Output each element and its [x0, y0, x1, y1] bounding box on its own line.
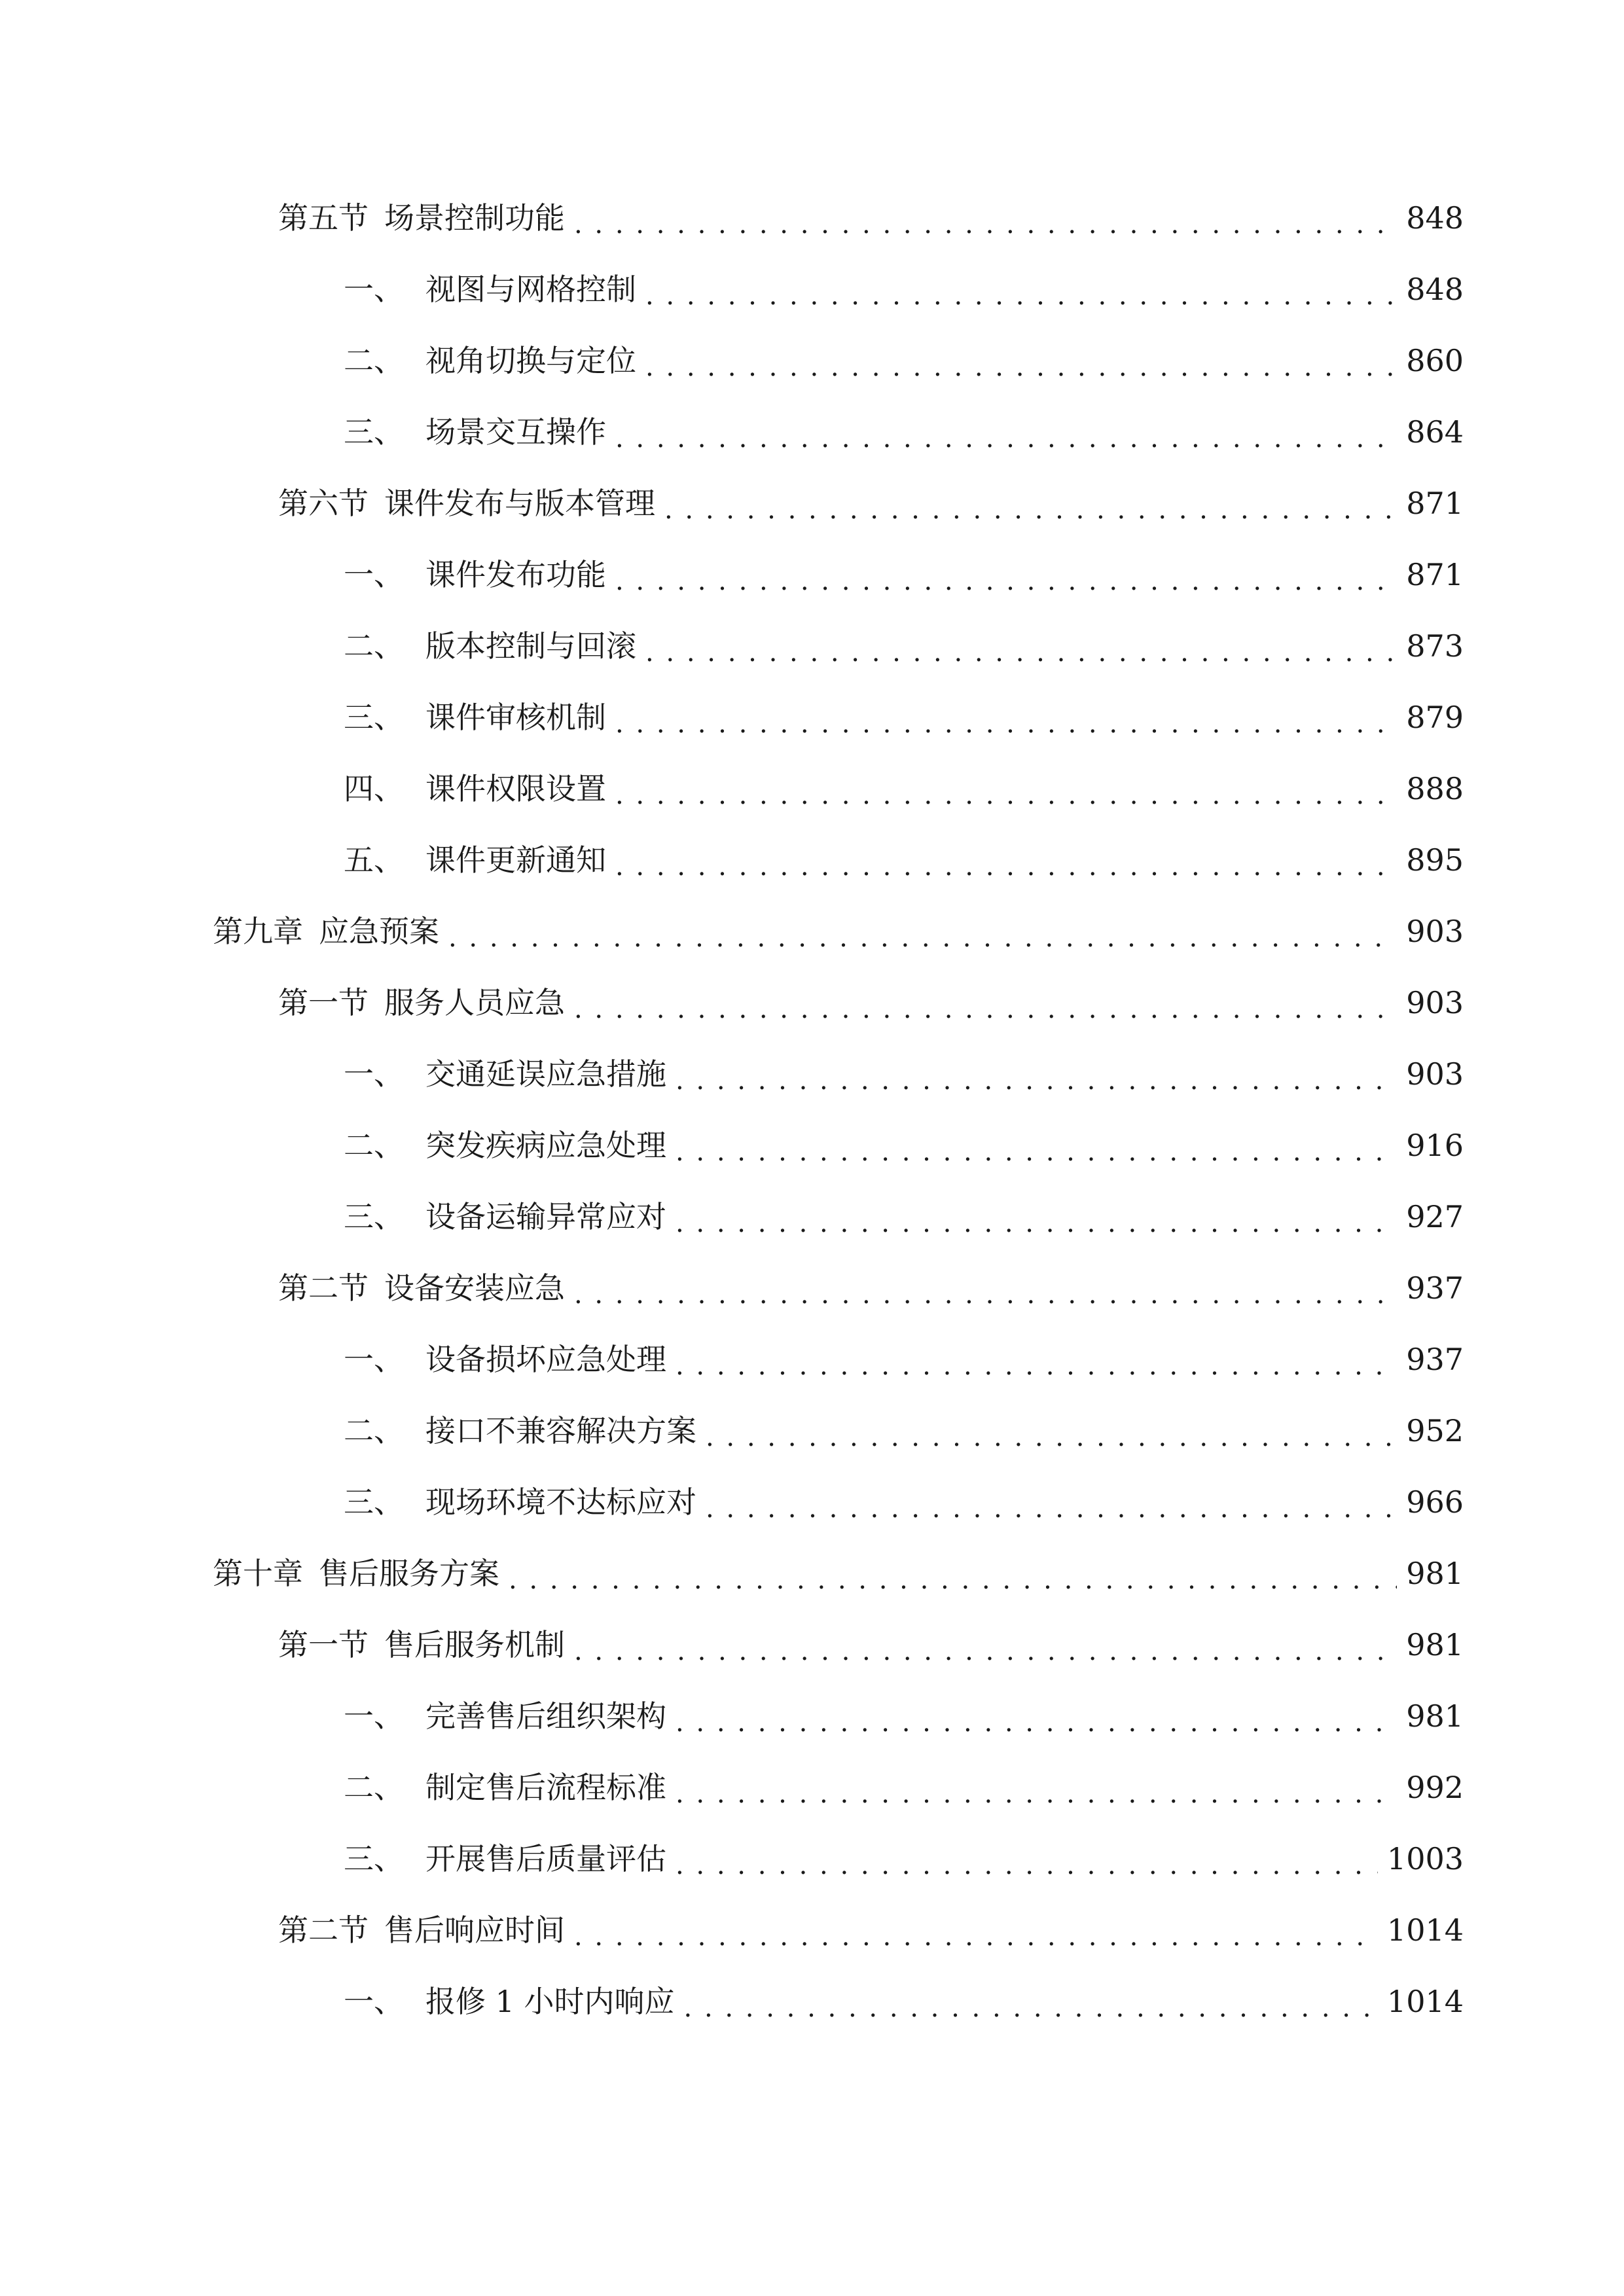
toc-dot-leader: [676, 1208, 1397, 1238]
toc-dot-leader: [676, 1066, 1397, 1096]
toc-entry-title: 版本控制与回滚: [425, 628, 636, 664]
toc-entry-page: 903: [1406, 1056, 1464, 1092]
toc-entry[interactable]: [344, 406, 1464, 458]
toc-entry-title: 报修 1 小时内响应: [425, 1984, 675, 2019]
toc-entry[interactable]: [344, 834, 1464, 886]
toc-entry[interactable]: [344, 691, 1464, 744]
toc-entry-title: 场景控制功能: [384, 200, 565, 236]
toc-entry-page: 860: [1406, 343, 1464, 378]
toc-entry-page: 848: [1406, 272, 1464, 307]
toc-entry-title: 场景交互操作: [425, 414, 606, 450]
toc-dot-leader: [574, 1280, 1397, 1310]
toc-entry-number: 一、: [344, 1056, 404, 1092]
toc-entry-page: 981: [1406, 1556, 1464, 1591]
toc-entry-title: 突发疾病应急处理: [425, 1128, 666, 1163]
toc-entry-number: 二、: [344, 1770, 404, 1805]
toc-dot-leader: [574, 1636, 1397, 1666]
toc-entry-number: 第五节: [278, 200, 369, 236]
toc-entry[interactable]: [344, 1476, 1464, 1528]
toc-entry-title: 售后服务机制: [384, 1627, 565, 1662]
toc-dot-leader: [509, 1565, 1397, 1595]
toc-entry-title: 应急预案: [319, 914, 439, 949]
toc-dot-leader: [615, 780, 1397, 810]
toc-entry-title: 视图与网格控制: [425, 272, 636, 307]
toc-entry[interactable]: [344, 1119, 1464, 1172]
toc-entry-title: 课件发布与版本管理: [384, 486, 655, 521]
toc-entry[interactable]: [344, 1191, 1464, 1243]
toc-entry[interactable]: [344, 334, 1464, 387]
toc-entry[interactable]: [344, 1761, 1464, 1814]
toc-entry-page: 1014: [1386, 1912, 1464, 1948]
toc-entry-page: 1003: [1386, 1841, 1464, 1876]
toc-entry-title: 课件发布功能: [425, 557, 606, 592]
toc-entry-number: 三、: [344, 1199, 404, 1234]
toc-dot-leader: [706, 1494, 1397, 1524]
toc-dot-leader: [615, 709, 1397, 739]
toc-dot-leader: [574, 1922, 1378, 1952]
toc-entry[interactable]: [344, 548, 1464, 601]
toc-entry[interactable]: [278, 1619, 1464, 1671]
toc-entry-number: 三、: [344, 414, 404, 450]
toc-entry-page: 888: [1406, 771, 1464, 806]
toc-dot-leader: [676, 1708, 1397, 1738]
toc-entry[interactable]: [344, 1833, 1464, 1885]
toc-entry-number: 二、: [344, 628, 404, 664]
toc-entry-number: 二、: [344, 1413, 404, 1448]
toc-dot-leader: [706, 1422, 1397, 1452]
toc-entry-title: 制定售后流程标准: [425, 1770, 666, 1805]
toc-entry-page: 937: [1406, 1342, 1464, 1377]
toc-entry-title: 售后响应时间: [384, 1912, 565, 1948]
toc-dot-leader: [615, 423, 1397, 454]
toc-entry-title: 售后服务方案: [319, 1556, 499, 1591]
toc-entry-page: 937: [1406, 1270, 1464, 1306]
toc-entry[interactable]: [278, 477, 1464, 529]
toc-entry-number: 第十章: [213, 1556, 303, 1591]
toc-entry-number: 一、: [344, 1698, 404, 1734]
toc-entry[interactable]: [344, 620, 1464, 672]
toc-entry-number: 四、: [344, 771, 404, 806]
toc-entry-title: 课件更新通知: [425, 842, 606, 878]
toc-dot-leader: [676, 1779, 1397, 1809]
toc-entry-page: 895: [1406, 842, 1464, 878]
toc-entry[interactable]: [344, 1333, 1464, 1386]
toc-entry[interactable]: [213, 1547, 1464, 1600]
toc-dot-leader: [645, 352, 1397, 382]
toc-entry-page: 966: [1406, 1484, 1464, 1520]
toc-dot-leader: [676, 1850, 1378, 1880]
toc-entry-title: 开展售后质量评估: [425, 1841, 666, 1876]
toc-entry[interactable]: [344, 263, 1464, 315]
toc-entry-page: 927: [1406, 1199, 1464, 1234]
toc-entry-page: 903: [1406, 985, 1464, 1020]
toc-entry-number: 第六节: [278, 486, 369, 521]
toc-dot-leader: [615, 852, 1397, 882]
toc-entry-title: 视角切换与定位: [425, 343, 636, 378]
toc-entry-number: 三、: [344, 1841, 404, 1876]
toc-entry-page: 1014: [1386, 1984, 1464, 2019]
toc-entry-title: 现场环境不达标应对: [425, 1484, 696, 1520]
toc-entry[interactable]: [278, 1262, 1464, 1314]
toc-entry-page: 879: [1406, 700, 1464, 735]
toc-dot-leader: [574, 994, 1397, 1024]
toc-entry-page: 848: [1406, 200, 1464, 236]
toc-entry-page: 981: [1406, 1698, 1464, 1734]
toc-entry-title: 接口不兼容解决方案: [425, 1413, 696, 1448]
toc-entry-number: 二、: [344, 1128, 404, 1163]
toc-entry[interactable]: [278, 192, 1464, 244]
toc-entry-page: 916: [1406, 1128, 1464, 1163]
toc-entry-page: 871: [1406, 557, 1464, 592]
toc-entry[interactable]: [344, 1048, 1464, 1100]
toc-entry-title: 课件权限设置: [425, 771, 606, 806]
toc-dot-leader: [684, 1993, 1378, 2023]
toc-entry-number: 第一节: [278, 985, 369, 1020]
toc-dot-leader: [676, 1351, 1397, 1381]
toc-entry[interactable]: [344, 762, 1464, 815]
toc-entry-page: 903: [1406, 914, 1464, 949]
toc-entry-title: 设备损坏应急处理: [425, 1342, 666, 1377]
toc-entry[interactable]: [278, 1904, 1464, 1956]
toc-entry-title: 服务人员应急: [384, 985, 565, 1020]
toc-entry-number: 第二节: [278, 1912, 369, 1948]
toc-entry-number: 第一节: [278, 1627, 369, 1662]
toc-dot-leader: [448, 923, 1397, 953]
toc-entry[interactable]: [213, 905, 1464, 958]
toc-entry-number: 第二节: [278, 1270, 369, 1306]
toc-entry-title: 课件审核机制: [425, 700, 606, 735]
toc-entry-page: 992: [1406, 1770, 1464, 1805]
toc-entry-title: 设备运输异常应对: [425, 1199, 666, 1234]
toc-dot-leader: [645, 281, 1397, 311]
toc-entry-number: 五、: [344, 842, 404, 878]
toc-dot-leader: [615, 566, 1397, 596]
toc-entry-title: 设备安装应急: [384, 1270, 565, 1306]
toc-entry-page: 871: [1406, 486, 1464, 521]
toc-dot-leader: [664, 495, 1397, 525]
toc-entry-page: 873: [1406, 628, 1464, 664]
toc-entry-number: 二、: [344, 343, 404, 378]
toc-entry-page: 981: [1406, 1627, 1464, 1662]
toc-entry[interactable]: [344, 1405, 1464, 1457]
toc-entry[interactable]: [278, 977, 1464, 1029]
toc-entry-title: 交通延误应急措施: [425, 1056, 666, 1092]
toc-entry-page: 864: [1406, 414, 1464, 450]
toc-dot-leader: [574, 209, 1397, 240]
toc-entry-title: 完善售后组织架构: [425, 1698, 666, 1734]
toc-entry-number: 第九章: [213, 914, 303, 949]
toc-dot-leader: [645, 637, 1397, 668]
toc-dot-leader: [676, 1137, 1397, 1167]
toc-entry-number: 三、: [344, 700, 404, 735]
toc-entry-page: 952: [1406, 1413, 1464, 1448]
toc-entry-number: 一、: [344, 1984, 404, 2019]
toc-entry-number: 一、: [344, 557, 404, 592]
toc-entry-number: 一、: [344, 272, 404, 307]
toc-entry[interactable]: [344, 1690, 1464, 1742]
toc-entry-number: 三、: [344, 1484, 404, 1520]
toc-entry[interactable]: [344, 1975, 1464, 2028]
toc-entry-number: 一、: [344, 1342, 404, 1377]
